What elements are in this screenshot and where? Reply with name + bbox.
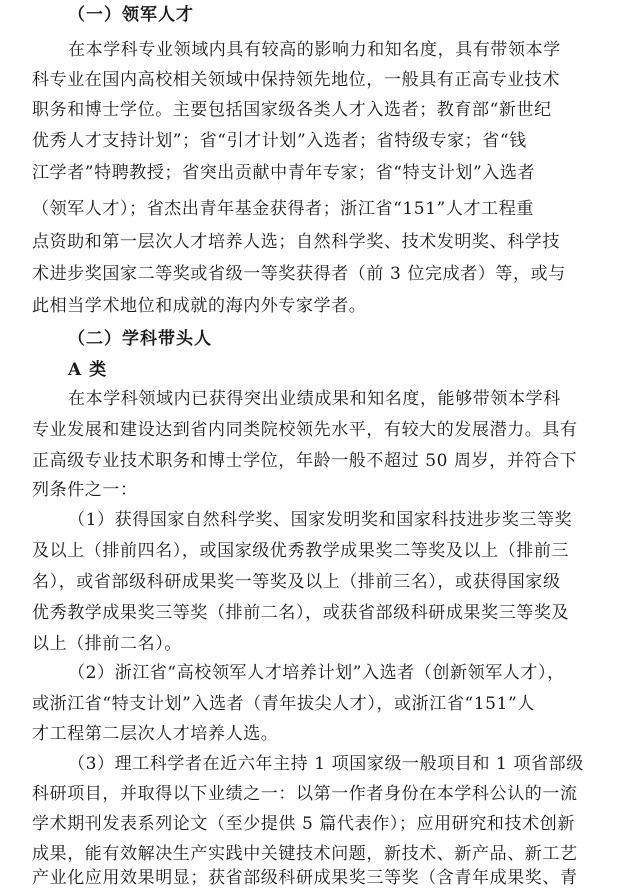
paragraph-line: 在本学科专业领域内具有较高的影响力和知名度，具有带领本学 [68,40,561,60]
paragraph-line: 列条件之一： [32,480,138,500]
paragraph-line: 此相当学术地位和成就的海内外专家学者。 [32,296,367,316]
paragraph-line: 术进步奖国家二等奖或省级一等奖获得者（前 3 位完成者）等，或与 [32,264,566,284]
list-item-line: （1）获得国家自然科学奖、国家发明奖和国家科技进步奖三等奖 [68,510,573,530]
paragraph-line: 职务和博士学位。主要包括国家级各类人才入选者；教育部“新世纪 [32,100,552,120]
paragraph-line: 江学者”特聘教授；省突出贡献中青年专家；省“特支计划”入选者 [32,163,536,183]
paragraph-line: 点资助和第一层次人才培养人选；自然科学奖、技术发明奖、科学技 [32,232,560,252]
list-item-line: 学术期刊发表系列论文（至少提供 5 篇代表作）；应用研究和技术创新 [32,814,575,834]
list-item-line: 以上（排前二名）。 [32,634,182,654]
section-heading-discipline-leader: （二）学科带头人 [68,329,212,349]
list-item-line: 或浙江省“特支计划”入选者（青年拔尖人才），或浙江省“151”人 [32,694,535,714]
list-item-line: 及以上（排前四名），或国家级优秀教学成果奖二等奖及以上（排前三 [32,541,570,561]
section-heading-leading-talent: （一）领军人才 [68,5,194,25]
list-item-line: 优秀教学成果奖三等奖（排前二名），或获省部级科研成果奖三等奖及 [32,603,570,623]
paragraph-line: 在本学科领域内已获得突出业绩成果和知名度，能够带领本学科 [68,389,561,409]
list-item-line: （2）浙江省“高校领军人才培养计划”入选者（创新领军人才）， [68,663,565,683]
paragraph-line: （领军人才）；省杰出青年基金获得者；浙江省“151”人才工程重 [32,199,534,219]
list-item-line: 科研项目，并取得以下业绩之一：以第一作者身份在本学科公认的一流 [32,784,578,804]
paragraph-line: 专业发展和建设达到省内同类院校领先水平，有较大的发展潜力。具有 [32,420,578,440]
list-item-line: 成果，能有效解决生产实践中关键技术问题，新技术、新产品、新工艺 [32,844,578,864]
subheading-category-a: A 类 [68,360,108,380]
list-item-line: 产业化应用效果明显；获省部级科研成果奖三等奖（含青年成果奖、青 [32,868,578,888]
paragraph-line: 优秀人才支持计划”；省“引才计划”入选者；省特级专家；省“钱 [32,131,527,151]
list-item-line: 名），或省部级科研成果奖一等奖及以上（排前三名），或获得国家级 [32,572,561,592]
list-item-line: （3）理工科学者在近六年主持 1 项国家级一般项目和 1 项省部级 [68,754,584,774]
list-item-line: 才工程第二层次人才培养人选。 [32,724,279,744]
paragraph-line: 正高级专业技术职务和博士学位，年龄一般不超过 50 周岁，并符合下 [32,451,578,471]
paragraph-line: 科专业在国内高校相关领域中保持领先地位，一般具有正高专业技术 [32,70,560,90]
